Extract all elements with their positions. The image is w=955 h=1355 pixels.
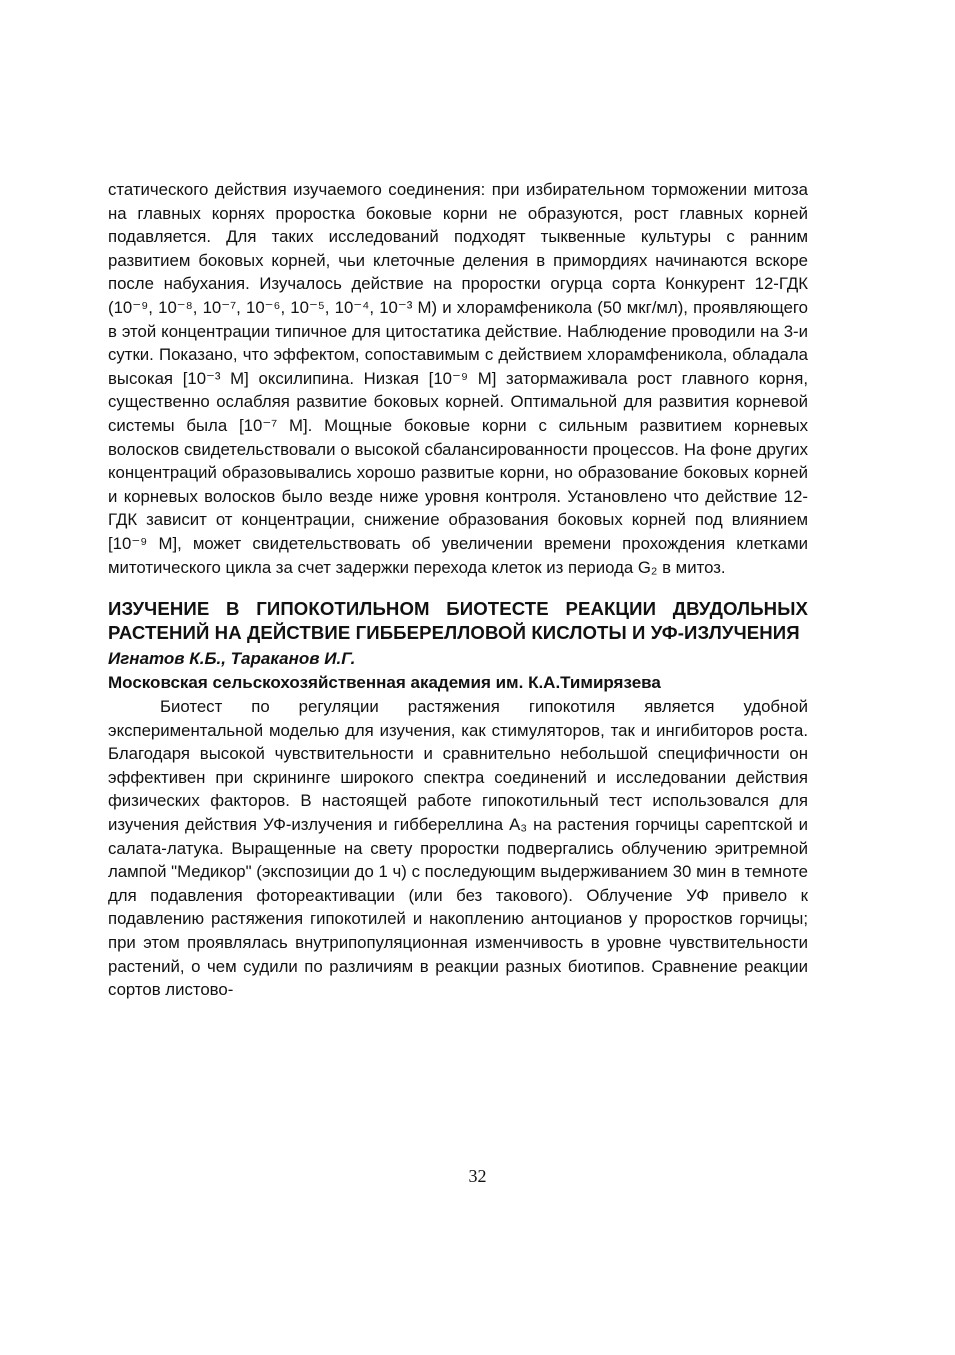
page-number: 32	[468, 1166, 487, 1186]
article-body: Биотест по регуляции растяжения гипокотиля является удобной экспериментальной моделью для изучения, как стимуляторов, так и ингибиторов роста. Благодаря высокой чувствительности и сравнительно небольшой специфичности он эффективен при скрининге широкого спектра соединений и исследовании действия физических факторов. В настоящей работе гипокотильный тест использовался для изучения действия УФ-излучения и гиббереллина A₃ на растения горчицы сарептской и салата-латука. Выращенные на свету проростки подвергались облучению эритремной лампой "Медикор" (экспозиции до 1 ч) с последующим выдерживанием 30 мин в темноте для подавления фотореактивации (или без такового). Облучение УФ привело к подавлению растяжения гипокотилей и накоплению антоцианов у проростков горчицы; при этом проявлялась внутрипопуляционная изменчивость в уровне чувствительности растений, о чем судили по различиям в реакции разных биотипов. Сравнение реакции сортов листово-	[108, 697, 808, 1000]
article-affiliation: Московская сельскохозяйственная академия им. К.А.Тимирязева	[108, 673, 661, 693]
intro-paragraph: статического действия изучаемого соединения: при избирательном торможении митоза на главных корнях проростка боковые корни не образуются, рост главных корней подавляется. Для таких исследований подходят тыквенные культуры с ранним развитием боковых корней, чьи клеточные деления в примордиях начинаются вскоре после набухания. Изучалось действие на проростки огурца сорта Конкурент 12-ГДК (10⁻⁹, 10⁻⁸, 10⁻⁷, 10⁻⁶, 10⁻⁵, 10⁻⁴, 10⁻³ М) и хлорамфеникола (50 мкг/мл), проявляющего в этой концентрации типичное для цитостатика действие. Наблюдение проводили на 3-и сутки. Показано, что эффектом, сопоставимым с действием хлорамфеникола, обладала высокая [10⁻³ М] оксилипина. Низкая [10⁻⁹ М] затормаживала рост главного корня, существенно ослабляя развитие боковых корней. Оптимальной для развития корневой системы была [10⁻⁷ М]. Мощные боковые корни с сильным развитием корневых волосков свидетельствовали о высокой сбалансированности процессов. На фоне других концентраций образовывались хорошо развитые корни, но образование боковых корней и корневых волосков было везде ниже уровня контроля. Установлено что действие 12-ГДК зависит от концентрации, снижение образования боковых корней под влиянием [10⁻⁹ М], может свидетельствовать об увеличении времени прохождения клетками митотического цикла за счет задержки перехода клеток из периода G₂ в митоз.	[108, 180, 808, 577]
page-content	[108, 178, 808, 1002]
article-title: ИЗУЧЕНИЕ В ГИПОКОТИЛЬНОМ БИОТЕСТЕ РЕАКЦИИ ДВУДОЛЬНЫХ РАСТЕНИЙ НА ДЕЙСТВИЕ ГИББЕРЕЛЛОВОЙ КИСЛОТЫ И УФ-ИЗЛУЧЕНИЯ	[108, 598, 808, 644]
article-authors: Игнатов К.Б., Тараканов И.Г.	[108, 649, 356, 669]
